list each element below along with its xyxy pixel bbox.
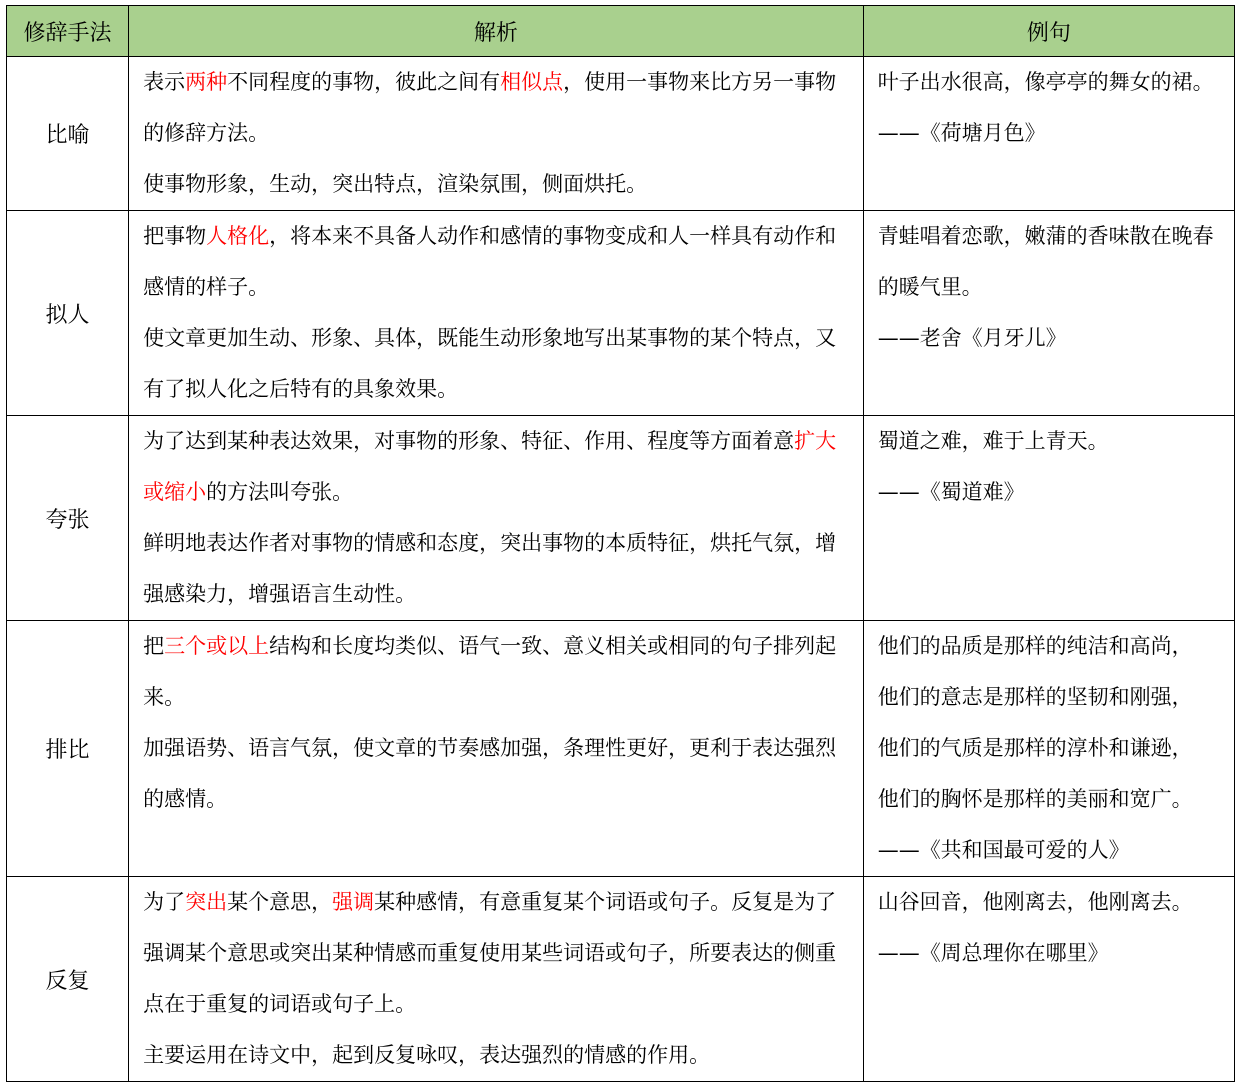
table-row [7, 416, 1235, 621]
analysis-text: ，将本来不具备人动作和感情的事物变成和人一样具有动作和感情的样子。 [143, 224, 837, 299]
example-cell [863, 57, 1234, 211]
header-device: 修辞手法 [7, 6, 129, 57]
analysis-text: ，使用一事物来比方另一事物的修辞方法。 [143, 70, 837, 145]
analysis-text: 不同程度的事物，彼此之间有 [227, 70, 501, 94]
analysis-paragraph [129, 877, 863, 1030]
analysis-cell [129, 211, 864, 416]
analysis-text: 鲜明地表达作者对事物的情感和态度，突出事物的本质特征，烘托气氛，增强感染力，增强语言生动性。 [143, 531, 837, 606]
analysis-cell [129, 621, 864, 877]
analysis-text: 使事物形象，生动，突出特点，渲染氛围，侧面烘托。 [143, 172, 648, 196]
analysis-text: 把 [143, 634, 165, 658]
highlighted-text: 两种 [185, 70, 228, 94]
rhetoric-device-name: 反复 [7, 877, 129, 1082]
analysis-paragraph [129, 621, 863, 723]
example-cell [863, 416, 1234, 621]
table-row [7, 211, 1235, 416]
analysis-paragraph [129, 1030, 863, 1081]
rhetoric-device-name: 拟人 [7, 211, 129, 416]
example-source: ——《周总理你在哪里》 [877, 941, 1109, 965]
highlighted-text: 强调 [332, 890, 375, 914]
analysis-text: 结构和长度均类似、语气一致、意义相关或相同的句子排列起来。 [143, 634, 837, 709]
highlighted-text: 扩大或缩小 [143, 429, 837, 504]
example-cell [863, 621, 1234, 877]
example-sentence: 叶子出水很高，像亭亭的舞女的裙。 [877, 70, 1214, 94]
example-cell [863, 211, 1234, 416]
analysis-paragraph [129, 723, 863, 825]
analysis-text: 为了达到某种表达效果，对事物的形象、特征、作用、程度等方面着意 [143, 429, 795, 453]
example-sentence: 蜀道之难，难于上青天。 [877, 429, 1109, 453]
analysis-text: 表示 [143, 70, 186, 94]
header-example: 例句 [863, 6, 1234, 57]
analysis-paragraph [129, 416, 863, 518]
example-cell [863, 877, 1234, 1082]
analysis-text: 把事物 [143, 224, 207, 248]
highlighted-text: 人格化 [206, 224, 270, 248]
header-row [7, 6, 1235, 57]
analysis-text: 某种感情，有意重复某个词语或句子。反复是为了强调某个意思或突出某种情感而重复使用某些词语或句子，所要表达的侧重点在于重复的词语或句子上。 [143, 890, 837, 1016]
analysis-cell [129, 416, 864, 621]
highlighted-text: 相似点 [500, 70, 564, 94]
analysis-paragraph [129, 518, 863, 620]
example-source: ——《荷塘月色》 [877, 121, 1046, 145]
analysis-text: 加强语势、语言气氛，使文章的节奏感加强，条理性更好，更利于表达强烈的感情。 [143, 736, 837, 811]
analysis-text: 主要运用在诗文中，起到反复咏叹，表达强烈的情感的作用。 [143, 1043, 711, 1067]
example-sentence: 他们的气质是那样的淳朴和谦逊， [877, 736, 1193, 760]
table-row [7, 877, 1235, 1082]
table-body [7, 57, 1235, 1082]
example-source: ——《共和国最可爱的人》 [877, 838, 1130, 862]
table-row [7, 621, 1235, 877]
example-source: ——老舍《月牙儿》 [877, 326, 1067, 350]
example-sentence: 青蛙唱着恋歌，嫩蒲的香味散在晚春的暖气里。 [877, 224, 1214, 299]
analysis-cell [129, 877, 864, 1082]
highlighted-text: 突出 [185, 890, 228, 914]
analysis-paragraph [129, 211, 863, 313]
rhetoric-table [6, 5, 1235, 1082]
example-source: ——《蜀道难》 [877, 480, 1025, 504]
rhetoric-device-name: 排比 [7, 621, 129, 877]
analysis-text: 为了 [143, 890, 186, 914]
example-sentence: 他们的意志是那样的坚韧和刚强， [877, 685, 1193, 709]
analysis-paragraph [129, 313, 863, 415]
example-sentence: 山谷回音，他刚离去，他刚离去。 [877, 890, 1193, 914]
header-analysis: 解析 [129, 6, 864, 57]
rhetoric-device-name: 夸张 [7, 416, 129, 621]
analysis-text: 使文章更加生动、形象、具体，既能生动形象地写出某事物的某个特点，又有了拟人化之后特有的具象效果。 [143, 326, 837, 401]
analysis-paragraph [129, 57, 863, 159]
analysis-text: 某个意思， [227, 890, 333, 914]
table-row [7, 57, 1235, 211]
example-sentence: 他们的品质是那样的纯洁和高尚， [877, 634, 1193, 658]
analysis-text: 的方法叫夸张。 [206, 480, 354, 504]
highlighted-text: 三个或以上 [164, 634, 270, 658]
analysis-paragraph [129, 159, 863, 210]
analysis-cell [129, 57, 864, 211]
rhetoric-device-name: 比喻 [7, 57, 129, 211]
example-sentence: 他们的胸怀是那样的美丽和宽广。 [877, 787, 1193, 811]
